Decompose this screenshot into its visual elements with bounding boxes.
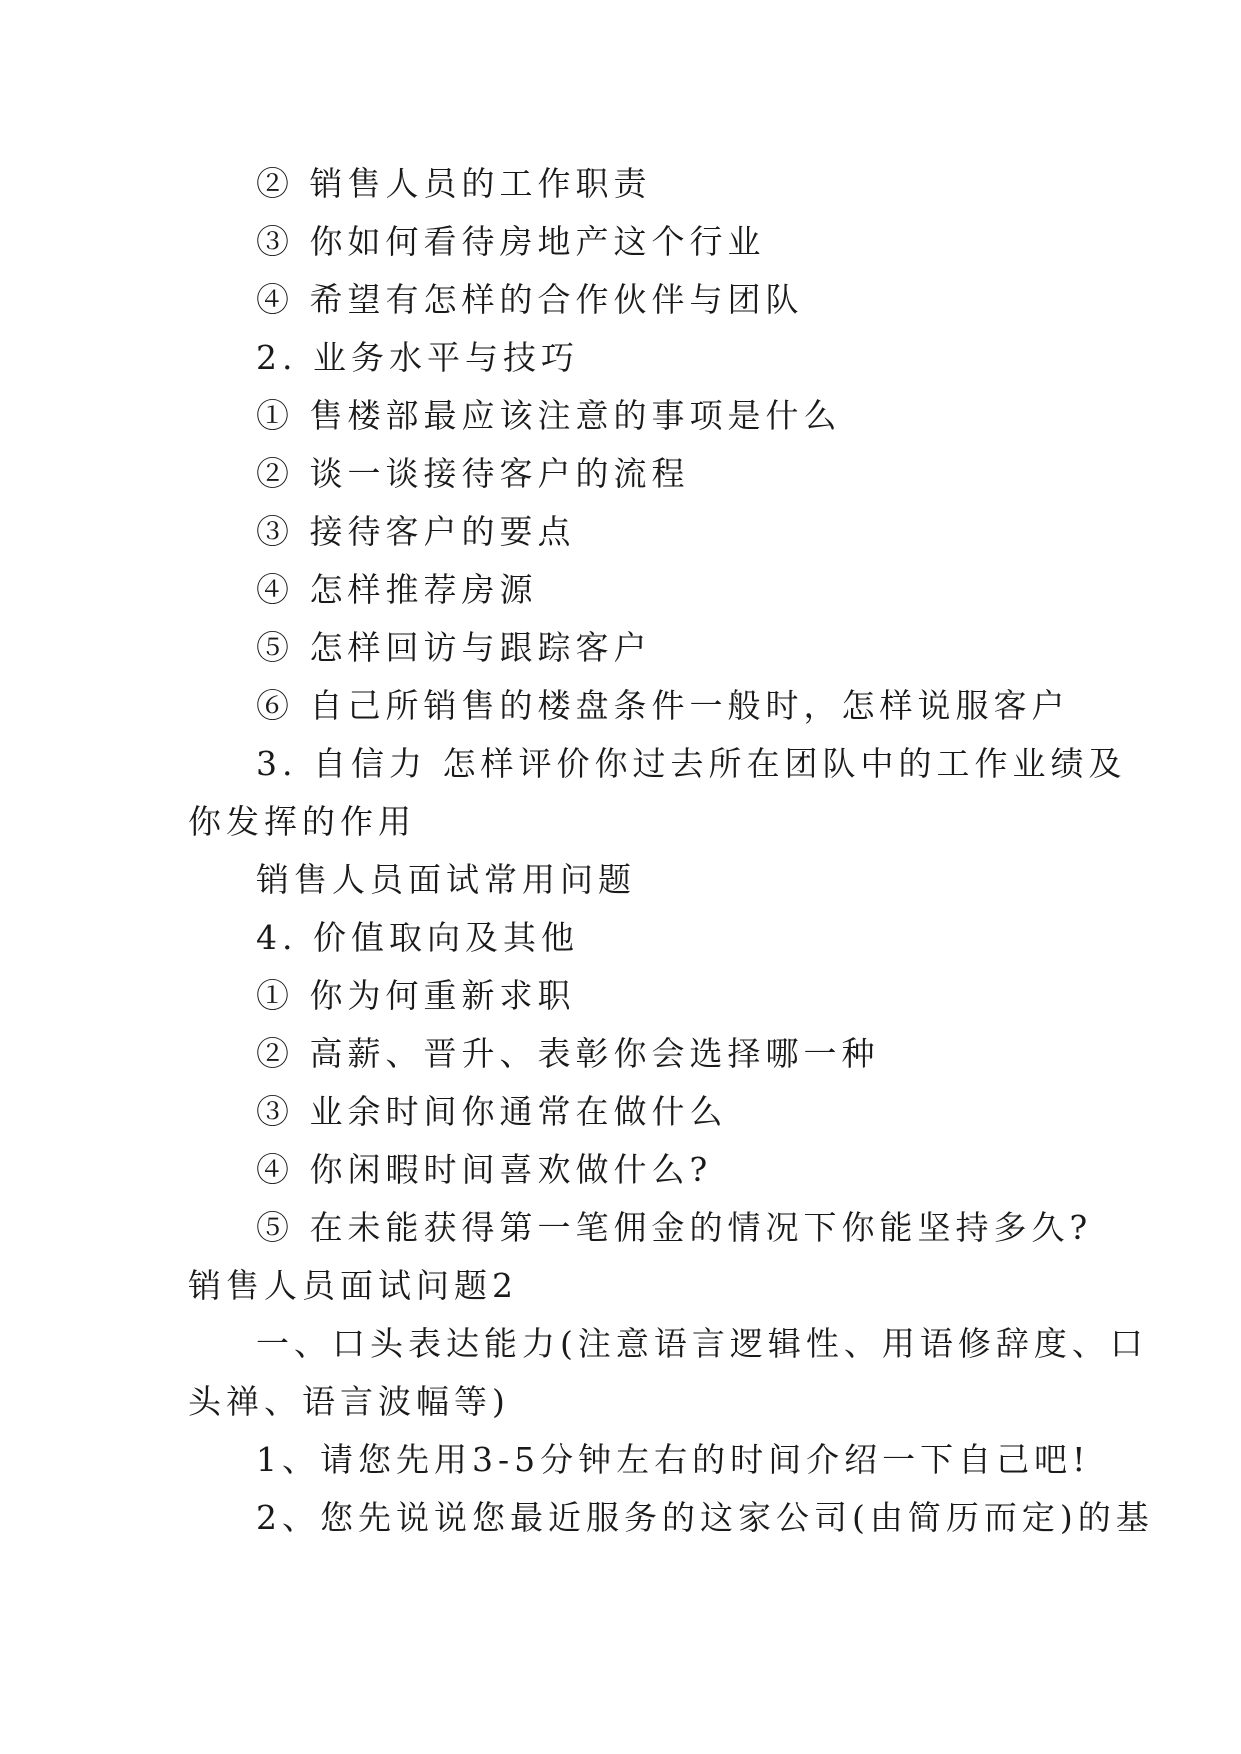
- text-line: ⑤ 怎样回访与跟踪客户: [256, 628, 652, 667]
- text-line: ⑥ 自己所销售的楼盘条件一般时，怎样说服客户: [256, 686, 1070, 725]
- text-line: ③ 接待客户的要点: [256, 512, 576, 551]
- text-line: ① 售楼部最应该注意的事项是什么: [256, 396, 842, 435]
- section-heading: 3. 自信力 怎样评价你过去所在团队中的工作业绩及: [256, 744, 1127, 783]
- text-line: ④ 怎样推荐房源: [256, 570, 538, 609]
- text-line: ③ 业余时间你通常在做什么: [256, 1092, 728, 1131]
- text-line: 2、您先说说您最近服务的这家公司(由简历而定)的基: [256, 1498, 1154, 1537]
- text-line: ④ 希望有怎样的合作伙伴与团队: [256, 280, 804, 319]
- text-line: 1、请您先用3-5分钟左右的时间介绍一下自己吧!: [256, 1440, 1091, 1479]
- text-line: 你发挥的作用: [188, 802, 416, 841]
- text-line: ② 销售人员的工作职责: [256, 164, 652, 203]
- section-title: 销售人员面试问题2: [188, 1266, 518, 1305]
- text-line: ⑤ 在未能获得第一笔佣金的情况下你能坚持多久?: [256, 1208, 1093, 1247]
- text-line: ② 高薪、晋升、表彰你会选择哪一种: [256, 1034, 880, 1073]
- section-heading: 2. 业务水平与技巧: [256, 338, 579, 377]
- text-line: ② 谈一谈接待客户的流程: [256, 454, 690, 493]
- section-heading: 4. 价值取向及其他: [256, 918, 579, 957]
- text-line: ③ 你如何看待房地产这个行业: [256, 222, 766, 261]
- text-line: ④ 你闲暇时间喜欢做什么?: [256, 1150, 713, 1189]
- text-line: 头禅、语言波幅等): [188, 1382, 510, 1421]
- text-line: ① 你为何重新求职: [256, 976, 576, 1015]
- text-line: 一、口头表达能力(注意语言逻辑性、用语修辞度、口: [256, 1324, 1148, 1363]
- text-line: 销售人员面试常用问题: [256, 860, 636, 899]
